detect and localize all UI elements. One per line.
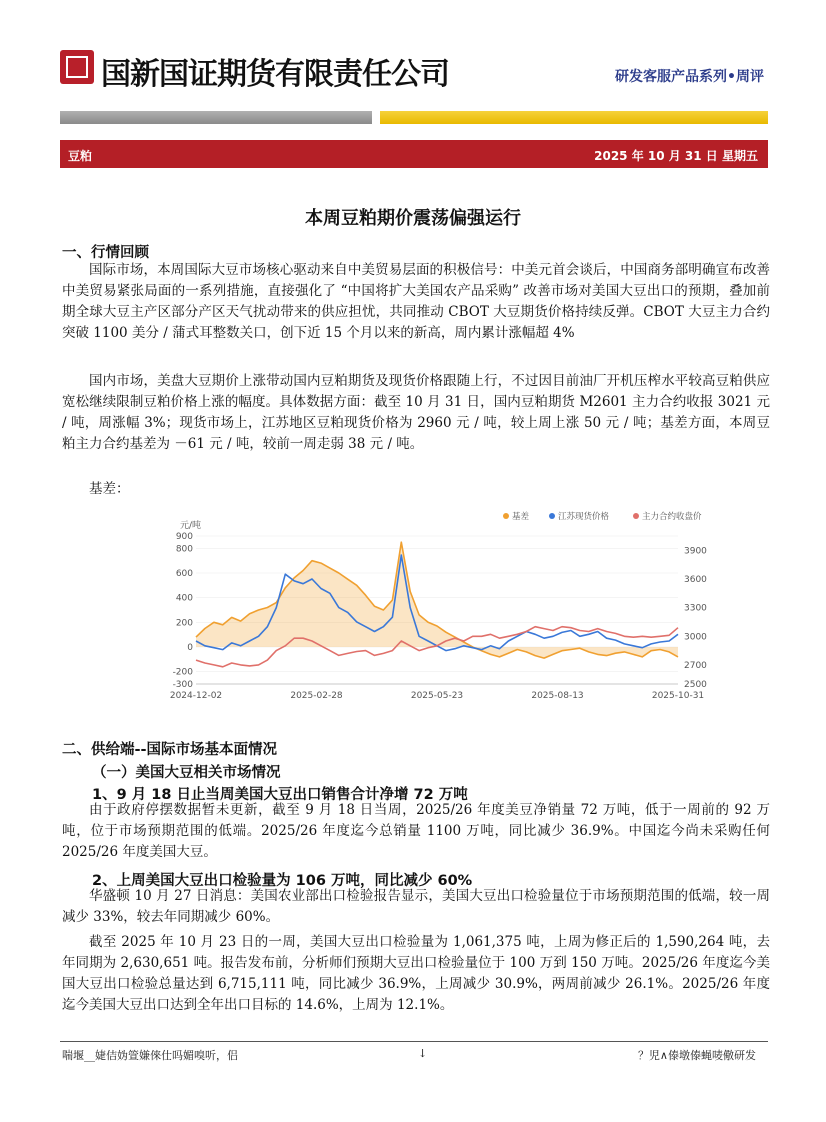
product-label: 豆粕 [68, 149, 93, 163]
x-axis-tick-label: 2024-12-02 [169, 691, 223, 701]
right-axis-tick-label: 3300 [684, 603, 707, 614]
left-axis-tick-label: -200 [172, 667, 193, 678]
legend-label: 基差 [512, 512, 530, 522]
section2-subheading: （一）美国大豆相关市场情况 [92, 765, 281, 781]
header-bar-yellow [380, 111, 768, 124]
company-logo [60, 50, 94, 84]
left-axis-unit: 元/吨 [180, 521, 202, 531]
footer-divider [60, 1041, 768, 1042]
right-axis-tick-label: 2500 [684, 680, 707, 690]
x-axis-tick-label: 2025-08-13 [531, 691, 584, 701]
product-date-band [60, 140, 768, 168]
basis-chart [166, 506, 720, 711]
right-axis-tick-label: 3600 [684, 574, 707, 585]
legend-label: 主力合约收盘价 [642, 512, 702, 522]
section1-heading: 一、行情回顾 [62, 245, 149, 261]
footer-page-mark: ↓ [418, 1047, 428, 1060]
legend-marker [503, 513, 509, 519]
left-axis-tick-label: 900 [175, 532, 193, 542]
basis-label: 基差： [89, 481, 130, 497]
legend-marker [633, 513, 639, 519]
section1-paragraph-1: 国际市场，本周国际大豆市场核心驱动来自中美贸易层面的积极信号：中美元首会谈后，中国商务部明确宣布改善中美贸易紧张局面的一系列措施，直接强化了 “中国将扩大美国农产品采购” 改善市场对美国大豆出口的预期，叠加前期全球大豆主产区部分产区天气扰动带来的供应担忧，共同推动 CBOT 大豆期货价格持续反弹。CBOT 大豆主力合约突破 1100 美分 / 蒲式耳整数关口，创下近 15 个月以来的新高，周内累计涨幅超 4% [62, 262, 770, 341]
report-title: 本周豆粕期价震荡偏强运行 [305, 208, 521, 229]
footer-right: ？児∧傣墩傣蝇唛儆研发 [637, 1049, 756, 1062]
company-name: 国新国证期货有限责任公司 [101, 57, 449, 92]
right-axis-tick-label: 3900 [684, 546, 707, 557]
header-bar-gray [60, 111, 372, 124]
report-date: 2025 年 10 月 31 日 星期五 [594, 149, 758, 163]
left-axis-tick-label: 800 [175, 544, 193, 555]
item1-paragraph: 由于政府停摆数据暂未更新，截至 9 月 18 日当周，2025/26 年度美豆净销量 72 万吨，低于一周前的 92 万吨，位于市场预期范围的低端。2025/26 年度迄今总销量 1100 万吨，同比减少 36.9%。中国迄今尚未采购任何 2025/26 年度美国大豆。 [62, 802, 770, 860]
item2-title: 2、上周美国大豆出口检验量为 106 万吨，同比减少 60% [92, 873, 473, 889]
x-axis-tick-label: 2025-02-28 [290, 691, 343, 701]
item2-paragraph-2: 截至 2025 年 10 月 23 日的一周，美国大豆出口检验量为 1,061,375 吨，上周为修正后的 1,590,264 吨，去年同期为 2,630,651 吨。报告发布前，分析师们预期大豆出口检验量位于 100 万到 150 万吨。2025/26 年度迄今美国大豆出口检验总量达到 6,715,111 吨，同比减少 36.9%，上周减少 30.9%，两周前减少 26.1%。2025/26 年度迄今美国大豆出口达到全年出口目标的 14.6%，上周为 12.1%。 [62, 934, 770, 1013]
footer-left: 喘堰__婕佶妫箮嫌倈仕吗媚嗅听，侣 [62, 1049, 238, 1062]
x-axis-tick-label: 2025-05-23 [410, 691, 464, 701]
right-axis-tick-label: 2700 [684, 660, 707, 671]
left-axis-tick-label: 0 [187, 643, 193, 653]
left-axis-tick-label: 600 [175, 569, 193, 579]
x-axis-tick-label: 2025-10-31 [651, 691, 705, 701]
left-axis-tick-label: 200 [175, 618, 193, 629]
basis-area [196, 542, 678, 658]
item1-title: 1、9 月 18 日止当周美国大豆出口销售合计净增 72 万吨 [92, 787, 468, 803]
left-axis-tick-label: 400 [175, 593, 193, 604]
item2-paragraph-1: 华盛顿 10 月 27 日消息：美国农业部出口检验报告显示，美国大豆出口检验量位于市场预期范围的低端，较一周减少 33%，较去年同期减少 60%。 [62, 888, 770, 925]
section1-paragraph-2: 国内市场，美盘大豆期价上涨带动国内豆粕期货及现货价格跟随上行，不过因目前油厂开机压榨水平较高豆粕供应宽松继续限制豆粕价格上涨的幅度。具体数据方面：截至 10 月 31 日，国内豆粕期货 M2601 主力合约收报 3021 元 / 吨，周涨幅 3%；现货市场上，江苏地区豆粕现货价格为 2960 元 / 吨，较上周上涨 50 元 / 吨；基差方面，本周豆粕主力合约基差为 －61 元 / 吨，较前一周走弱 38 元 / 吨。 [62, 373, 770, 452]
report-series: 研发客服产品系列•周评 [615, 69, 764, 85]
legend-label: 江苏现货价格 [558, 512, 610, 522]
left-axis-tick-label: -300 [172, 680, 193, 690]
section2-heading: 二、供给端--国际市场基本面情况 [62, 742, 278, 758]
legend-marker [549, 513, 555, 519]
right-axis-tick-label: 3000 [684, 632, 707, 643]
